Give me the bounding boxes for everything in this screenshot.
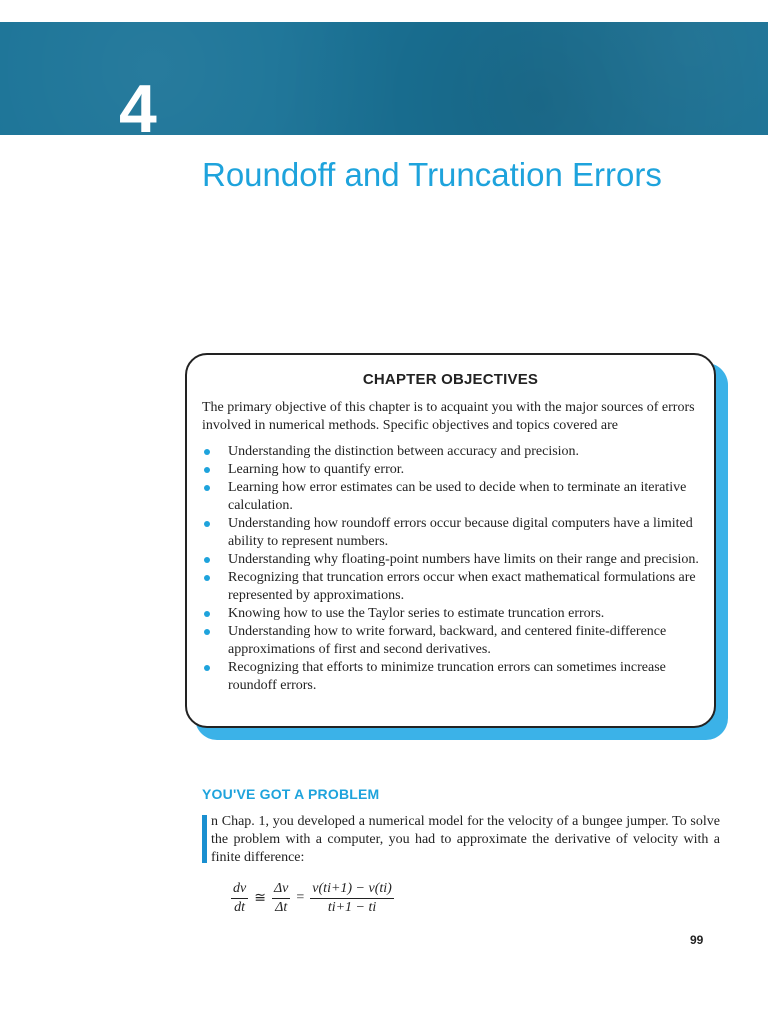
objective-item	[202, 461, 702, 479]
objective-item	[202, 605, 702, 623]
chapter-banner	[0, 22, 768, 135]
objective-text: Learning how to quantify error.	[228, 462, 405, 477]
drop-cap-bar	[202, 815, 207, 863]
equation-equals-sign: =	[296, 890, 305, 905]
bullet-icon	[204, 665, 210, 671]
equation-mid-fraction	[272, 881, 290, 916]
objective-item	[202, 479, 702, 515]
section-heading: YOU'VE GOT A PROBLEM	[202, 786, 380, 802]
objectives-heading: CHAPTER OBJECTIVES	[362, 371, 539, 388]
bullet-icon	[204, 485, 210, 491]
bullet-icon	[204, 467, 210, 473]
objective-text: Learning how error estimates can be used to decide when to terminate an iterative calculation.	[228, 480, 687, 513]
objective-text: Knowing how to use the Taylor series to estimate truncation errors.	[228, 606, 605, 621]
finite-difference-equation	[228, 878, 397, 918]
bullet-icon	[204, 575, 210, 581]
objective-item	[202, 443, 702, 461]
equation-mid-denominator: Δt	[275, 899, 288, 915]
equation-lhs-numerator: dv	[231, 881, 248, 899]
objectives-list	[202, 443, 702, 695]
bullet-icon	[204, 449, 210, 455]
objective-text: Understanding the distinction between accuracy and precision.	[228, 444, 580, 459]
objective-item	[202, 515, 702, 551]
bullet-icon	[204, 521, 210, 527]
bullet-icon	[204, 557, 210, 563]
objective-item	[202, 659, 702, 695]
equation-mid-numerator: Δv	[272, 881, 290, 899]
equation-rhs-denominator: ti+1 − ti	[327, 899, 377, 915]
equation-approx-sign: ≅	[254, 890, 266, 906]
objective-item	[202, 551, 702, 569]
chapter-number: 4	[119, 71, 157, 147]
bullet-icon	[204, 629, 210, 635]
equation-lhs-denominator: dt	[234, 899, 246, 915]
body-paragraph: n Chap. 1, you developed a numerical model for the velocity of a bungee jumper. To solve the problem with a computer, you had to approximate the derivative of velocity with a finite difference:	[211, 814, 720, 865]
objective-item	[202, 569, 702, 605]
objective-text: Understanding how to write forward, backward, and centered finite-difference approximations of first and second derivatives.	[228, 624, 667, 657]
equation-rhs-numerator: v(ti+1) − v(ti)	[310, 881, 394, 899]
objective-text: Recognizing that truncation errors occur when exact mathematical formulations are represented by approximations.	[228, 570, 696, 603]
bullet-icon	[204, 611, 210, 617]
objective-text: Understanding why floating-point numbers have limits on their range and precision.	[228, 552, 699, 567]
page-number: 99	[690, 933, 704, 947]
chapter-title: Roundoff and Truncation Errors	[202, 156, 662, 193]
objective-item	[202, 623, 702, 659]
equation-lhs-fraction	[231, 881, 248, 916]
equation-rhs-fraction	[310, 881, 394, 916]
objective-text: Recognizing that efforts to minimize truncation errors can sometimes increase roundoff errors.	[228, 660, 666, 693]
objectives-intro: The primary objective of this chapter is to acquaint you with the major sources of errors involved in numerical methods. Specific objectives and topics covered are	[202, 400, 695, 433]
objective-text: Understanding how roundoff errors occur because digital computers have a limited ability to represent numbers.	[228, 516, 693, 549]
